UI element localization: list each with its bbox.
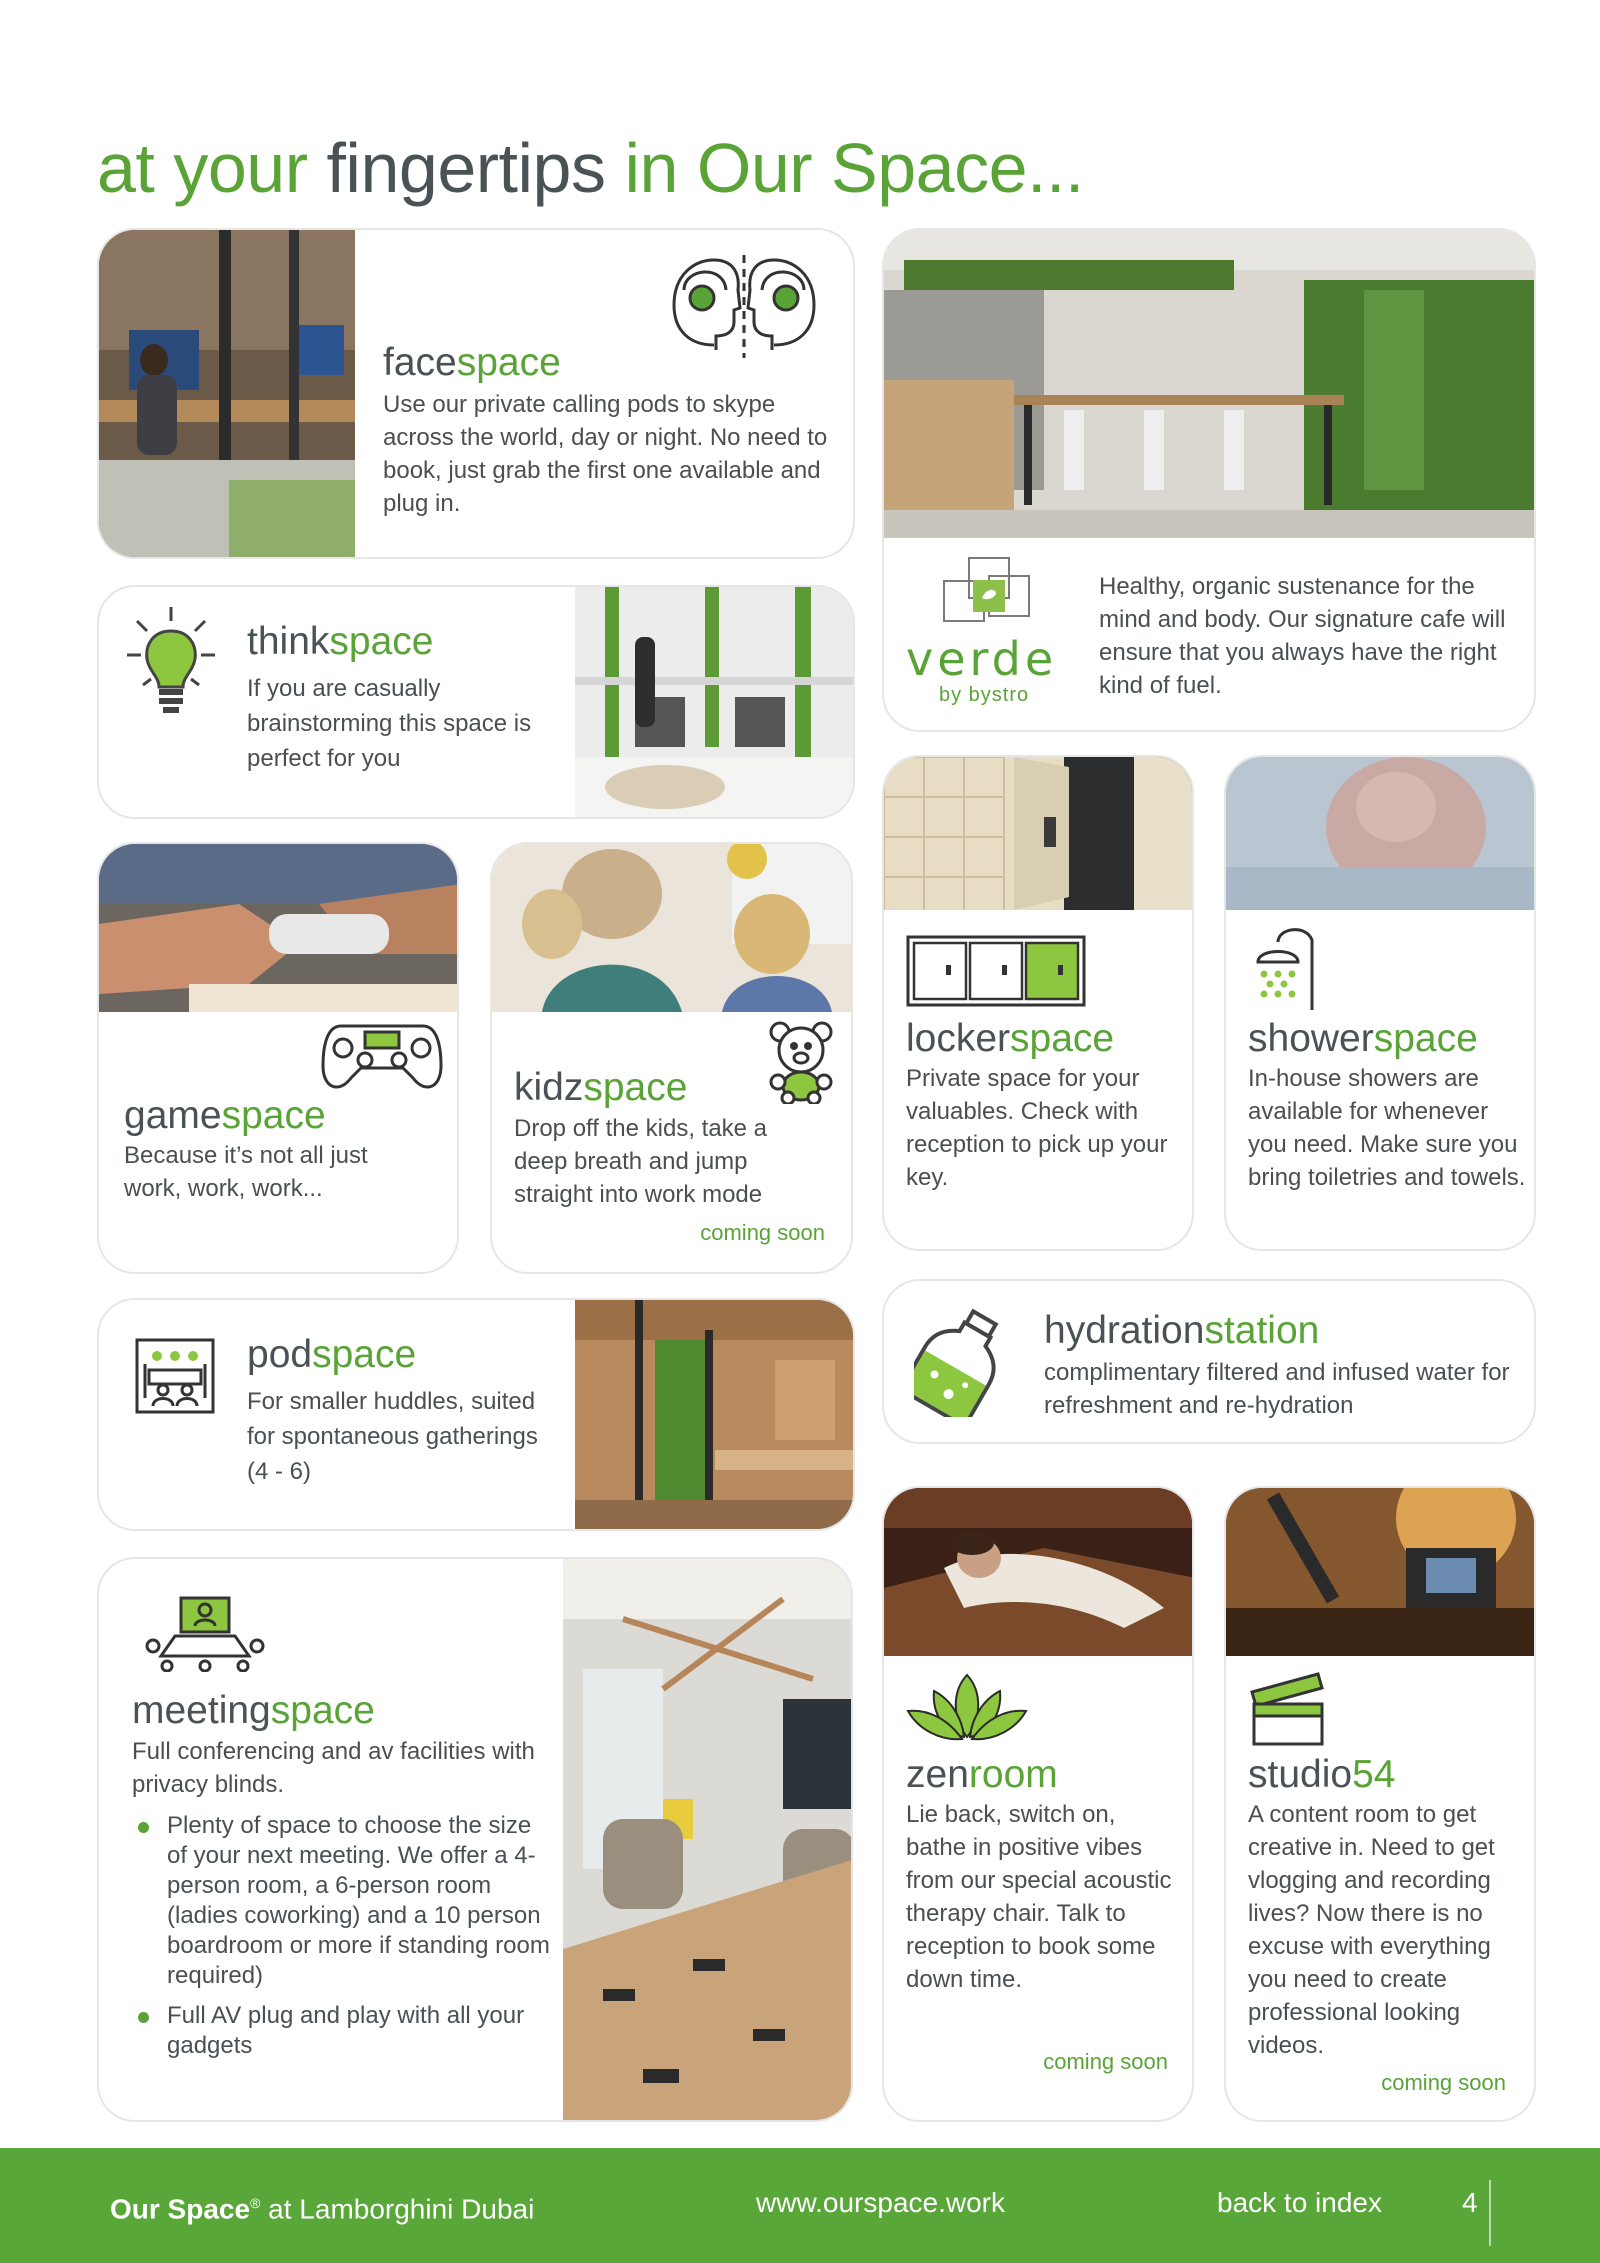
lockerspace-title [906, 1016, 1114, 1062]
facespace-title-green: space [456, 341, 561, 384]
zenroom-title-green: room [968, 1753, 1058, 1796]
lockerspace-card [882, 755, 1194, 1251]
showerspace-photo [1226, 757, 1536, 910]
studio54-title-green: 54 [1352, 1753, 1396, 1796]
showerspace-title-green: space [1373, 1017, 1478, 1060]
thinkspace-body: If you are casually brainstorming this space is perfect for you [247, 675, 532, 772]
kidzspace-title-dark: kidz [514, 1066, 584, 1109]
kidzspace-card [490, 842, 853, 1274]
zenroom-body: Lie back, switch on, bathe in positive vibes from our special acoustic therapy chair. Talk to reception to book some down time. [906, 1801, 1172, 1993]
lotus-icon [906, 1673, 1028, 1743]
podspace-photo [575, 1300, 855, 1531]
thinkspace-title [247, 619, 433, 665]
title-part-2: fingertips [326, 129, 606, 207]
hydration-title-dark: hydration [1044, 1309, 1205, 1352]
meetingspace-card [97, 1557, 853, 2122]
verde-cafe-photo [884, 230, 1536, 538]
facespace-title [383, 340, 561, 386]
footer-divider [1489, 2180, 1491, 2246]
lockerspace-body: Private space for your valuables. Check with reception to pick up your key. [906, 1065, 1168, 1191]
studio54-title [1248, 1752, 1395, 1798]
meetingspace-title-green: space [270, 1689, 375, 1732]
footer-brand-name: Our Space [110, 2193, 251, 2225]
hydration-body: complimentary filtered and infused water for refreshment and re-hydration [1044, 1359, 1510, 1419]
gamepad-icon [321, 1016, 443, 1096]
showerspace-card [1224, 755, 1536, 1251]
hydration-title [1044, 1308, 1319, 1354]
thinkspace-title-green: space [329, 620, 434, 663]
showerspace-title-dark: shower [1248, 1017, 1374, 1060]
footer [0, 2148, 1600, 2263]
verde-brand-sub: by bystro [939, 684, 1030, 706]
footer-brand [110, 2186, 534, 2226]
kidzspace-body: Drop off the kids, take a deep breath and jump straight into work mode [514, 1115, 768, 1208]
podspace-title-dark: pod [247, 1333, 313, 1376]
facespace-photo [99, 230, 355, 559]
hydration-card [882, 1279, 1536, 1444]
podspace-body: For smaller huddles, suited for spontaneous gatherings (4 - 6) [247, 1388, 538, 1485]
back-to-index-link[interactable]: back to index [1217, 2187, 1382, 2218]
kidzspace-coming-soon: coming soon [700, 1220, 825, 1245]
zenroom-photo [884, 1488, 1194, 1656]
verde-brand-name: verde [906, 632, 1058, 686]
page-number: 4 [1462, 2187, 1478, 2218]
facespace-title-dark: face [383, 341, 457, 384]
hydration-title-green: station [1204, 1309, 1320, 1352]
podspace-card [97, 1298, 855, 1531]
huddle-icon [135, 1338, 215, 1414]
studio54-title-dark: studio [1248, 1753, 1353, 1796]
lockers-icon [906, 935, 1086, 1007]
two-heads-headset-icon [654, 250, 834, 360]
shower-icon [1248, 922, 1320, 1012]
meetingspace-bullets [132, 1801, 552, 2061]
studio54-coming-soon: coming soon [1381, 2070, 1506, 2095]
zenroom-title-dark: zen [906, 1753, 969, 1796]
verde-body: Healthy, organic sustenance for the mind and body. Our signature cafe will ensure that you always have the right kind of fuel. [1099, 573, 1506, 699]
thinkspace-title-dark: think [247, 620, 330, 663]
meetingspace-photo [563, 1559, 853, 2122]
gamespace-title [124, 1093, 326, 1139]
thinkspace-photo [575, 587, 855, 819]
meetingspace-title-dark: meeting [132, 1689, 271, 1732]
title-part-1: at your [97, 129, 327, 207]
verde-logo-icon [934, 556, 1044, 636]
clapperboard-icon [1248, 1670, 1328, 1746]
kidzspace-photo [492, 844, 853, 1012]
footer-registered-mark: ® [250, 2195, 261, 2211]
podspace-title [247, 1332, 416, 1378]
thinkspace-card [97, 585, 855, 819]
kidzspace-title-green: space [583, 1066, 688, 1109]
footer-url-link[interactable]: www.ourspace.work [756, 2187, 1005, 2218]
facespace-card [97, 228, 855, 559]
studio54-body: A content room to get creative in. Need to get vlogging and recording lives? Now there is no excuse with everything you need to create professional looking videos. [1248, 1801, 1495, 2059]
gamespace-body: Because it’s not all just work, work, work... [124, 1142, 368, 1202]
gamespace-title-green: space [221, 1094, 326, 1137]
showerspace-title [1248, 1016, 1478, 1062]
studio54-photo [1226, 1488, 1536, 1656]
lockerspace-title-dark: locker [906, 1017, 1011, 1060]
studio54-card [1224, 1486, 1536, 2122]
zenroom-coming-soon: coming soon [1043, 2049, 1168, 2074]
conference-table-icon [141, 1596, 269, 1672]
lockerspace-title-green: space [1010, 1017, 1115, 1060]
zenroom-title [906, 1752, 1058, 1798]
lightbulb-icon [121, 605, 221, 715]
gamespace-photo [99, 844, 459, 1012]
teddy-bear-icon [766, 1020, 836, 1104]
podspace-title-green: space [312, 1333, 417, 1376]
bottle-icon [914, 1307, 1004, 1417]
title-part-3: in Our Space... [605, 129, 1084, 207]
footer-location: at Lamborghini Dubai [260, 2193, 535, 2225]
gamespace-title-dark: game [124, 1094, 222, 1137]
page-title [97, 126, 1084, 210]
lockerspace-photo [884, 757, 1194, 910]
list-item: Full AV plug and play with all your gadgets [132, 2001, 552, 2061]
showerspace-body: In-house showers are available for whenever you need. Make sure you bring toiletries and towels. [1248, 1065, 1526, 1191]
meetingspace-title [132, 1688, 375, 1734]
list-item: Plenty of space to choose the size of your next meeting. We offer a 4-person room, a 6-person room (ladies coworking) and a 10 person boardroom or more if standing room required) [132, 1811, 552, 1991]
kidzspace-title [514, 1065, 687, 1111]
meetingspace-body: Full conferencing and av facilities with privacy blinds. [132, 1738, 535, 1798]
verde-card [882, 228, 1536, 732]
gamespace-card [97, 842, 459, 1274]
facespace-body: Use our private calling pods to skype across the world, day or night. No need to book, just grab the first one available and plug in. [383, 391, 828, 517]
zenroom-card [882, 1486, 1194, 2122]
